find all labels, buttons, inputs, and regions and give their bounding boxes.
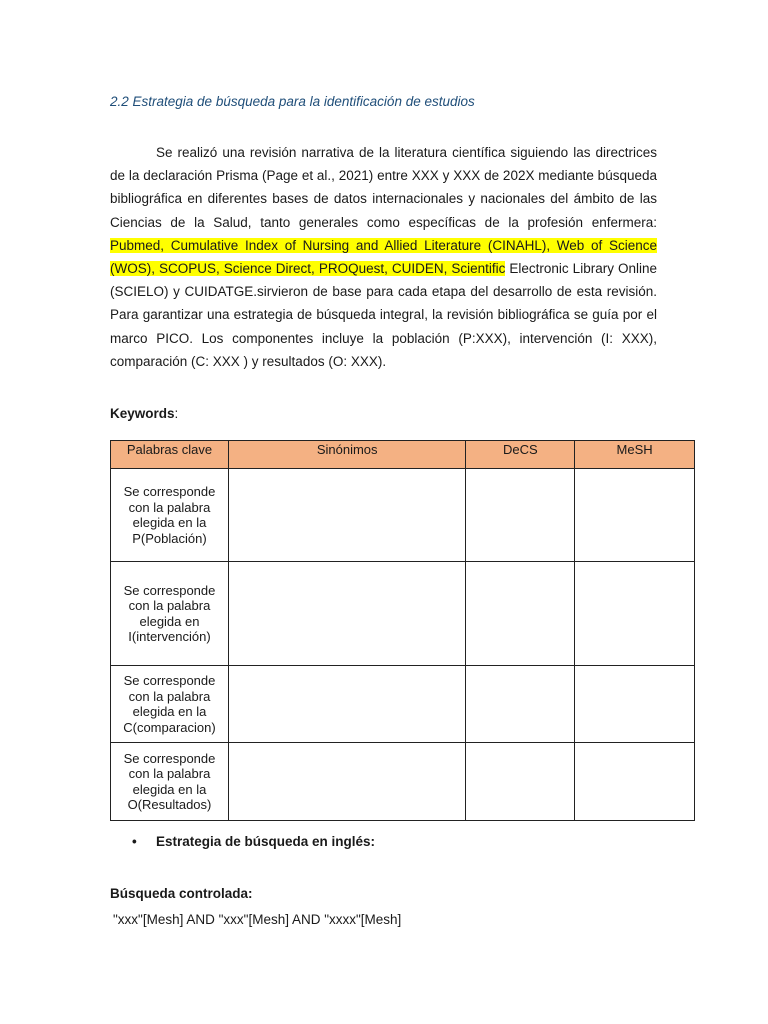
- section-heading: 2.2 Estrategia de búsqueda para la identificación de estudios: [110, 94, 475, 109]
- header-decs: DeCS: [466, 441, 575, 469]
- cell-mesh[interactable]: [575, 666, 695, 743]
- cell-synonyms[interactable]: [228, 743, 465, 821]
- body-paragraph: [110, 141, 657, 373]
- table-row: [111, 469, 695, 562]
- controlled-search-label: Búsqueda controlada:: [110, 886, 253, 901]
- cell-synonyms[interactable]: [228, 469, 465, 562]
- row-label-intervencion: Se corresponde con la palabra elegida en I(intervención): [111, 562, 229, 666]
- cell-synonyms[interactable]: [228, 666, 465, 743]
- controlled-search-query: "xxx"[Mesh] AND "xxx"[Mesh] AND "xxxx"[Mesh]: [113, 912, 402, 927]
- cell-mesh[interactable]: [575, 469, 695, 562]
- cell-mesh[interactable]: [575, 562, 695, 666]
- table-header-row: [111, 441, 695, 469]
- row-label-comparacion: Se corresponde con la palabra elegida en la C(comparacion): [111, 666, 229, 743]
- row-label-poblacion: Se corresponde con la palabra elegida en la P(Población): [111, 469, 229, 562]
- keywords-colon: :: [174, 406, 179, 421]
- paragraph-text-start: Se realizó una revisión narrativa de la literatura científica siguiendo las directrices de la declaración Prisma (Page et al., 2021) entre XXX y XXX de 202X mediante búsqueda bibliográfica en diferentes bases de datos internacionales y nacionales del ámbito de las Ciencias de la Salud, tanto generales como específicas de la profesión enfermera:: [110, 145, 657, 230]
- header-mesh: MeSH: [575, 441, 695, 469]
- bullet-icon: •: [132, 834, 137, 849]
- highlighted-databases: Pubmed, Cumulative Index of Nursing and Allied Literature (CINAHL), Web of Science (WOS), SCOPUS, Science Direct, PROQuest, CUIDEN, Scientific: [110, 237, 657, 277]
- cell-synonyms[interactable]: [228, 562, 465, 666]
- cell-decs[interactable]: [466, 469, 575, 562]
- cell-decs[interactable]: [466, 743, 575, 821]
- keywords-line: [110, 406, 178, 421]
- bullet-text: Estrategia de búsqueda en inglés:: [156, 834, 376, 849]
- cell-decs[interactable]: [466, 666, 575, 743]
- paragraph-text-end: Electronic Library Online (SCIELO) y CUIDATGE.sirvieron de base para cada etapa del desarrollo de esta revisión. Para garantizar una estrategia de búsqueda integral, la revisión bibliográfica se guía por el marco PICO. Los componentes incluye la población (P:XXX), intervención (I: XXX), comparación (C: XXX ) y resultados (O: XXX).: [110, 261, 657, 369]
- bullet-item: [132, 834, 375, 849]
- cell-mesh[interactable]: [575, 743, 695, 821]
- header-sinonimos: Sinónimos: [228, 441, 465, 469]
- keywords-table: [110, 440, 695, 821]
- keywords-label: Keywords: [110, 406, 175, 421]
- header-palabras-clave: Palabras clave: [111, 441, 229, 469]
- table-row: [111, 666, 695, 743]
- table-row: [111, 743, 695, 821]
- table-row: [111, 562, 695, 666]
- cell-decs[interactable]: [466, 562, 575, 666]
- row-label-resultados: Se corresponde con la palabra elegida en la O(Resultados): [111, 743, 229, 821]
